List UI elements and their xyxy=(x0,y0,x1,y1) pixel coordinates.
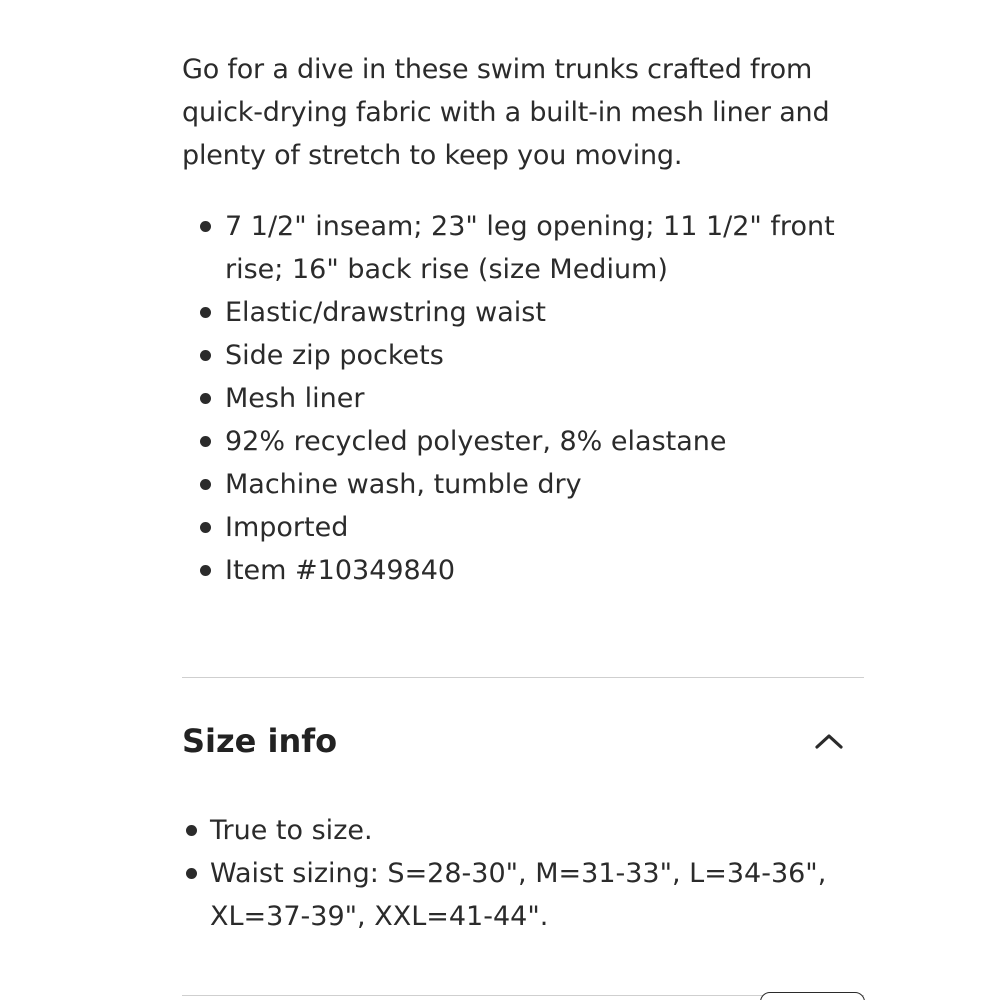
size-info-item: Waist sizing: S=28-30", M=31-33", L=34-36", XL=37-39", XXL=41-44". xyxy=(210,852,830,938)
detail-item: Side zip pockets xyxy=(225,334,864,377)
size-info-toggle[interactable] xyxy=(182,713,864,769)
product-description: Go for a dive in these swim trunks crafted from quick-drying fabric with a built-in mesh liner and plenty of stretch to keep you moving. xyxy=(182,54,830,171)
detail-item: Elastic/drawstring waist xyxy=(225,291,864,334)
product-details-list xyxy=(182,205,864,592)
detail-item: 7 1/2" inseam; 23" leg opening; 11 1/2" front rise; 16" back rise (size Medium) xyxy=(225,205,864,291)
size-info-title: Size info xyxy=(182,722,338,760)
size-info-item: True to size. xyxy=(210,809,830,852)
detail-item: Mesh liner xyxy=(225,377,864,420)
detail-item: Imported xyxy=(225,506,864,549)
detail-item: 92% recycled polyester, 8% elastane xyxy=(225,420,864,463)
detail-item: Item #10349840 xyxy=(225,549,864,592)
size-info-list xyxy=(210,809,830,938)
chevron-up-icon[interactable] xyxy=(812,724,846,758)
detail-item: Machine wash, tumble dry xyxy=(225,463,864,506)
partial-button[interactable] xyxy=(760,992,865,1000)
product-details-section xyxy=(182,48,864,592)
section-divider xyxy=(182,677,864,678)
